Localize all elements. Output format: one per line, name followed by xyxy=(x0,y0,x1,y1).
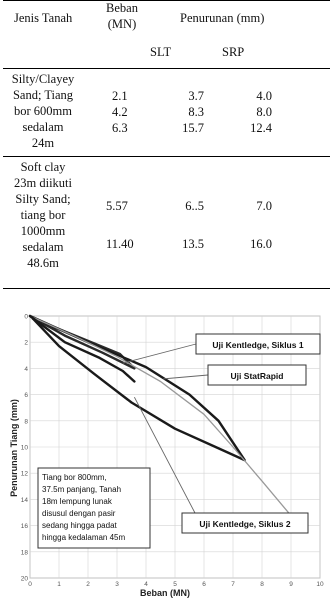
row-divider-rule xyxy=(3,156,330,157)
x-tick-label: 0 xyxy=(28,581,32,588)
x-tick-label: 5 xyxy=(173,581,177,588)
x-tick-label: 7 xyxy=(231,581,235,588)
x-tick-label: 9 xyxy=(289,581,293,588)
table-top-rule xyxy=(3,0,330,1)
y-tick-label: 0 xyxy=(24,313,28,321)
header-bottom-rule xyxy=(3,68,330,69)
y-tick-label: 10 xyxy=(20,444,28,452)
row1-slt-1: 3.7 xyxy=(188,89,204,103)
pile-note-line5: sedang hingga padat xyxy=(42,521,117,530)
pile-note-line1: Tiang bor 800mm, xyxy=(42,473,107,482)
row1-soil-line2: Sand; Tiang xyxy=(12,88,74,102)
header-slt: SLT xyxy=(150,45,172,59)
load-settlement-chart xyxy=(10,308,328,600)
header-settlement: Penurunan (mm) xyxy=(180,11,265,25)
row2-soil-line7: 48.6m xyxy=(27,256,59,270)
header-load: Beban (MN) xyxy=(106,1,138,31)
row1-srp-3: 12.4 xyxy=(250,121,272,135)
row2-soil-line5: 1000mm xyxy=(20,224,66,238)
row1-load-2: 4.2 xyxy=(112,105,128,119)
x-tick-label: 3 xyxy=(115,581,119,588)
x-tick-label: 1 xyxy=(57,581,61,588)
row2-slt-2: 13.5 xyxy=(182,237,204,251)
x-tick-label: 8 xyxy=(260,581,264,588)
x-axis-label: Beban (MN) xyxy=(140,588,190,598)
row1-soil-line5: 24m xyxy=(31,136,55,150)
pile-note-line6: hingga kedalaman 45m xyxy=(42,533,126,542)
row1-srp-2: 8.0 xyxy=(256,105,272,119)
row2-soil-line4: tiang bor xyxy=(20,208,66,222)
row2-soil-line1: Soft clay xyxy=(20,160,66,174)
x-tick-label: 6 xyxy=(202,581,206,588)
row1-soil-line1: Silty/Clayey xyxy=(11,72,75,86)
y-axis-label: Penurunan Tiang (mm) xyxy=(10,399,19,497)
pile-note-line3: 18m lempung lunak xyxy=(42,497,112,506)
y-tick-label: 12 xyxy=(20,470,28,478)
table-bottom-rule xyxy=(3,288,330,289)
y-tick-label: 14 xyxy=(20,496,28,504)
row1-load-3: 6.3 xyxy=(112,121,128,135)
pile-note-line2: 37.5m panjang, Tanah xyxy=(42,485,122,494)
row1-soil-line3: bor 600mm xyxy=(14,104,72,118)
row2-slt-1: 6..5 xyxy=(185,199,204,213)
y-tick-label: 20 xyxy=(20,575,28,583)
siklus2-label: Uji Kentledge, Siklus 2 xyxy=(199,519,291,529)
x-tick-label: 4 xyxy=(144,581,148,588)
settlement-table xyxy=(0,0,333,300)
row2-soil-line3: Silty Sand; xyxy=(15,192,71,206)
x-tick-label: 10 xyxy=(316,581,324,588)
header-srp: SRP xyxy=(222,45,245,59)
y-tick-label: 16 xyxy=(20,523,28,531)
header-soil: Jenis Tanah xyxy=(14,11,73,25)
row2-load-2: 11.40 xyxy=(106,237,134,251)
load-settlement-figure xyxy=(10,308,328,600)
row2-srp-1: 7.0 xyxy=(256,199,272,213)
row1-srp-1: 4.0 xyxy=(256,89,272,103)
row2-srp-2: 16.0 xyxy=(250,237,272,251)
x-tick-label: 2 xyxy=(86,581,90,588)
row1-slt-3: 15.7 xyxy=(182,121,204,135)
row2-load-1: 5.57 xyxy=(106,199,128,213)
siklus1-label: Uji Kentledge, Siklus 1 xyxy=(212,340,304,350)
pile-note-line4: disusul dengan pasir xyxy=(42,509,116,518)
statrapid-label: Uji StatRapid xyxy=(230,371,284,381)
y-tick-label: 2 xyxy=(24,339,28,347)
row1-load-1: 2.1 xyxy=(112,89,128,103)
y-tick-label: 18 xyxy=(20,549,28,557)
row1-slt-2: 8.3 xyxy=(188,105,204,119)
y-tick-label: 8 xyxy=(24,418,28,426)
y-tick-label: 4 xyxy=(24,365,28,373)
row2-soil-line6: sedalam xyxy=(22,240,64,254)
y-tick-label: 6 xyxy=(24,392,28,400)
row1-soil-line4: sedalam xyxy=(22,120,64,134)
row2-soil-line2: 23m diikuti xyxy=(14,176,72,190)
